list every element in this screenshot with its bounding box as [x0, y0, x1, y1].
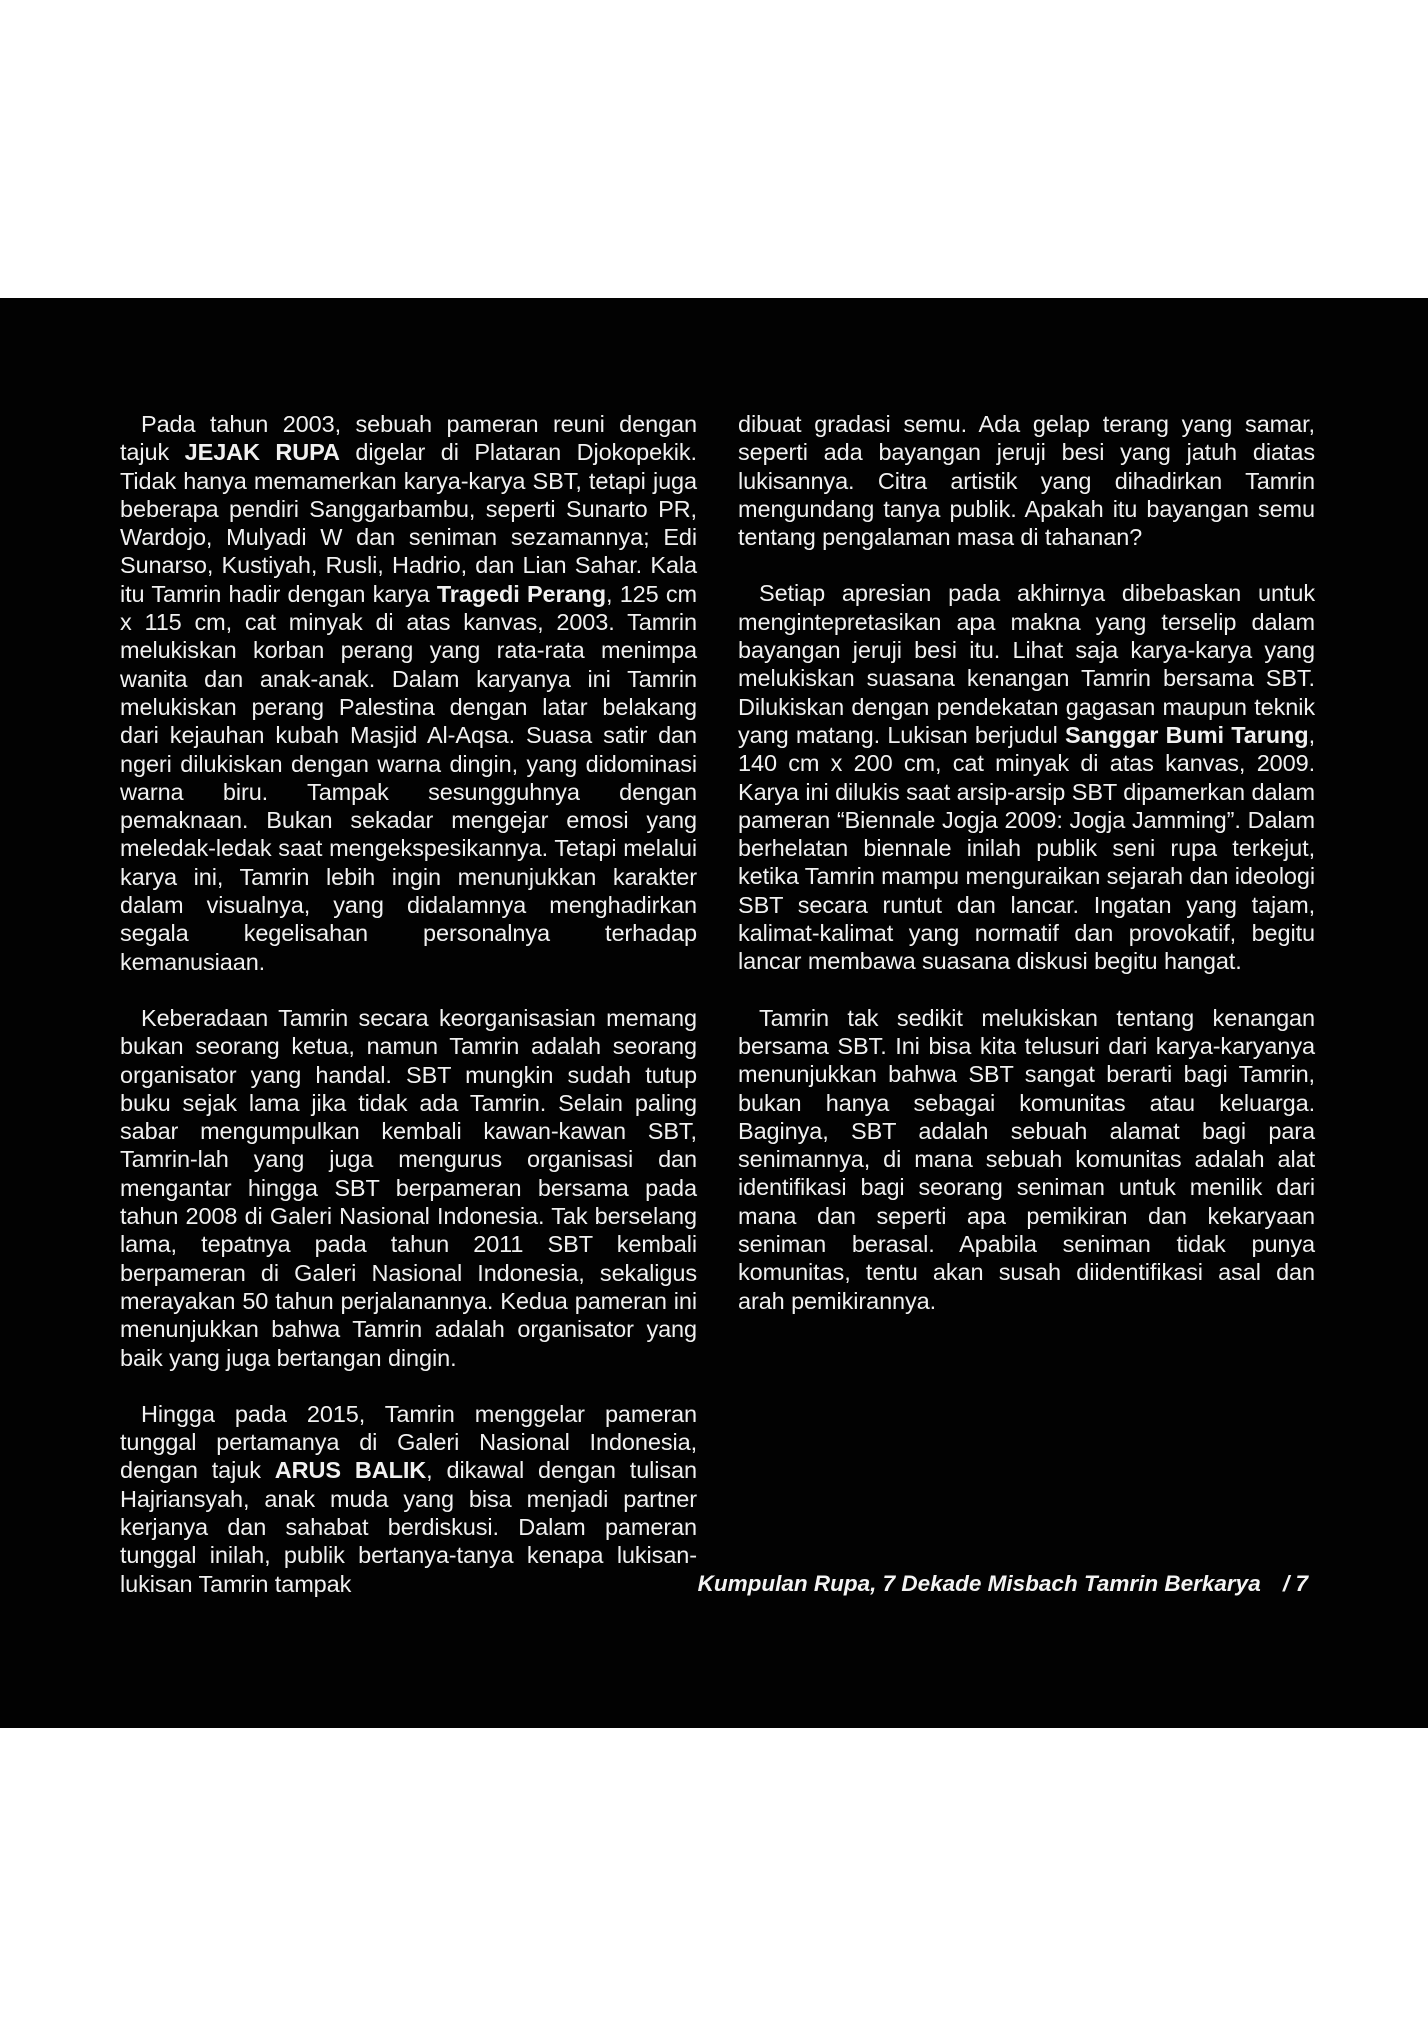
text-run: Pada tahun 2003, sebuah pameran reuni dengan tajuk [120, 411, 697, 466]
text-column-right [738, 410, 1315, 1626]
bold-text-run: Tragedi Perang [436, 580, 607, 607]
text-run: digelar di Plataran Djokopekik. Tidak hanya memamerkan karya-karya SBT, tetapi juga beberapa pendiri Sanggarbambu, seperti Sunarto PR, Wardojo, Mulyadi W dan seniman sezamannya; Edi Sunarso, Kustiyah, Rusli, Hadrio, dan Lian Sahar. Kala itu Tamrin hadir dengan karya [120, 439, 697, 607]
paragraph [120, 1004, 697, 1372]
text-run: Keberadaan Tamrin secara keorganisasian memang bukan seorang ketua, namun Tamrin adalah seorang organisator yang handal. SBT mungkin sudah tutup buku sejak lama jika tidak ada Tamrin. Selain paling sabar mengumpulkan kembali kawan-kawan SBT, Tamrin-lah yang juga mengurus organisasi dan mengantar hingga SBT berpameran bersama pada tahun 2008 di Galeri Nasional Indonesia. Tak berselang lama, tepatnya pada tahun 2011 SBT kembali berpameran di Galeri Nasional Indonesia, sekaligus merayakan 50 tahun perjalanannya. Kedua pameran ini menunjukkan bahwa Tamrin adalah organisator yang baik yang juga bertangan dingin. [120, 1004, 697, 1371]
text-run: , 125 cm x 115 cm, cat minyak di atas kanvas, 2003. Tamrin melukiskan korban perang yang rata-rata menimpa wanita dan anak-anak. Dalam karyanya ini Tamrin melukiskan perang Palestina dengan latar belakang dari kejauhan kubah Masjid Al-Aqsa. Suasa satir dan ngeri dilukiskan dengan warna dingin, yang didominasi warna biru. Tampak sesungguhnya dengan pemaknaan. Bukan sekadar mengejar emosi yang meledak-ledak saat mengekspesikannya. Tetapi melalui karya ini, Tamrin lebih ingin menunjukkan karakter dalam visualnya, yang didalamnya menghadirkan segala kegelisahan personalnya terhadap kemanusiaan. [120, 580, 697, 975]
text-run: Tamrin tak sedikit melukiskan tentang kenangan bersama SBT. Ini bisa kita telusuri dari karya-karyanya menunjukkan bahwa SBT sangat berarti bagi Tamrin, bukan hanya sebagai komunitas atau keluarga. Baginya, SBT adalah sebuah alamat bagi para senimannya, di mana sebuah komunitas adalah alat identifikasi bagi seorang seniman untuk menilik dari mana dan seperti apa pemikiran dan kekaryaan seniman berasal. Apabila seniman tidak punya komunitas, tentu akan susah diidentifikasi asal dan arah pemikirannya. [738, 1004, 1315, 1314]
article-body [120, 410, 1315, 1626]
text-run: dibuat gradasi semu. Ada gelap terang yang samar, seperti ada bayangan jeruji besi yang jatuh diatas lukisannya. Citra artistik yang dihadirkan Tamrin mengundang tanya publik. Apakah itu bayangan semu tentang pengalaman masa di tahanan? [738, 411, 1315, 551]
black-panel [0, 298, 1428, 1728]
page-footer [698, 1570, 1308, 1598]
paragraph [120, 410, 697, 976]
footer-page-number: / 7 [1282, 1571, 1308, 1596]
bold-text-run: ARUS BALIK [274, 1457, 427, 1484]
text-run: , 140 cm x 200 cm, cat minyak di atas kanvas, 2009. Karya ini dilukis saat arsip-arsip SBT dipamerkan dalam pameran “Biennale Jogja 2009: Jogja Jamming”. Dalam berhelatan biennale inilah publik seni rupa terkejut, ketika Tamrin mampu menguraikan sejarah dan ideologi SBT secara runtut dan lancar. Ingatan yang tajam, kalimat-kalimat yang normatif dan provokatif, begitu lancar membawa suasana diskusi begitu hangat. [738, 721, 1315, 975]
paragraph [738, 579, 1315, 975]
paragraph [738, 1004, 1315, 1315]
paragraph [738, 410, 1315, 551]
text-run: Hingga pada 2015, Tamrin menggelar pameran tunggal pertamanya di Galeri Nasional Indonesia, dengan tajuk [120, 1400, 697, 1484]
paragraph [120, 1400, 697, 1598]
text-run: Setiap apresian pada akhirnya dibebaskan untuk mengintepretasikan apa makna yang terselip dalam bayangan jeruji besi itu. Lihat saja karya-karya yang melukiskan suasana kenangan Tamrin bersama SBT. Dilukiskan dengan pendekatan gagasan maupun teknik yang matang. Lukisan berjudul [738, 580, 1315, 748]
text-run: , dikawal dengan tulisan Hajriansyah, anak muda yang bisa menjadi partner kerjanya dan sahabat berdiskusi. Dalam pameran tunggal inilah, publik bertanya-tanya kenapa lukisan-lukisan Tamrin tampak [120, 1457, 697, 1597]
text-column-left [120, 410, 697, 1626]
bold-text-run: JEJAK RUPA [184, 439, 340, 466]
bold-text-run: Sanggar Bumi Tarung [1065, 721, 1309, 748]
footer-book-title: Kumpulan Rupa, 7 Dekade Misbach Tamrin Berkarya [697, 1571, 1261, 1596]
